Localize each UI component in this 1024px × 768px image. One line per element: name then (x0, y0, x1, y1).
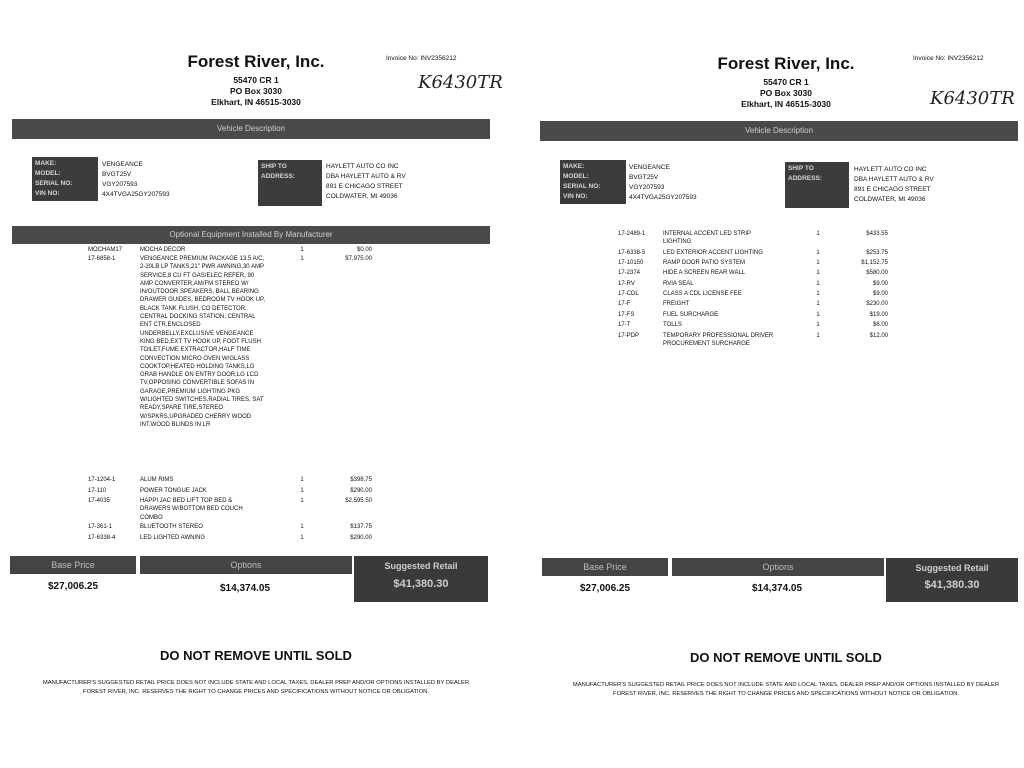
dealer-name: HAYLETT AUTO CO INC (854, 166, 927, 173)
table-row (88, 487, 372, 495)
option-description: TEMPORARY PROFESSIONAL DRIVER PROCUREMENT SURCHARGE (663, 333, 774, 348)
address-label: ADDRESS: (788, 175, 822, 182)
option-description: VENGEANCE PREMIUM PACKAGE 13.5 A/C, 2-20LB LP TANKS,21" PWR AWNING,30 AMP SERVICE,8 CU FT GAS/ELEC REFER, 90 AMP CONVERTER,AM/FM STEREO W/ IN/OUTDOOR SPEAKERS, BALL BEARING DRAWER GUIDES, BEDROOM TV HOOK UP, BLACK TANK FLUSH, CO DETECTOR, CENTRAL DOCKING STATION, CENTRAL ENT CTR,ENCLOSED UNDERBELLY,EXCLUSIVE VENGEANCE KING BED,EXT TV HOOK UP, FOOT FLUSH TOILET,FUME EXTRACTOR,HALF TIME CONVECTION MICRO OVEN W/GLASS COOKTOP,HEATED HOLDING TANKS,LG GRAB HANDLE ON ENTRY DOOR,LG LCD TV,OPPOSING CONVERTIBLE SOFAS IN GARAGE,PREMIUM LIGHTING PKG W/LIGHTED SWITCHES,RADIAL TIRES, SAT READY,SPARE TIRE,STEREO W/SPKRS,UPGRADED CHERRY WOOD INT,WOOD BLINDS IN LR (140, 256, 265, 428)
option-code: 17-6338-4 (88, 535, 116, 541)
address-line: PO Box 3030 (230, 86, 282, 96)
table-row (618, 230, 888, 247)
options-label: Options (672, 558, 884, 576)
option-qty: 1 (300, 498, 304, 504)
option-price: $6.00 (872, 322, 888, 328)
suggested-retail-box (354, 556, 488, 602)
invoice-number (386, 55, 456, 62)
option-price: $9.00 (872, 281, 888, 287)
option-description: FUEL SURCHARGE (663, 312, 719, 318)
option-description: MOCHA DECOR (140, 247, 186, 253)
base-price-amount: $27,006.25 (580, 583, 631, 594)
option-qty: 1 (300, 256, 304, 262)
table-row (88, 255, 372, 429)
handwritten-stock-number: K6430TR (930, 88, 1015, 109)
table-row (618, 321, 888, 329)
option-code: 17-2374 (618, 270, 641, 276)
invoice-value: INV2356212 (420, 55, 457, 62)
option-description: BLUETOOTH STEREO (140, 524, 203, 530)
option-description: HIDE A SCREEN REAR WALL (663, 270, 746, 276)
disclaimer-line: FOREST RIVER, INC. RESERVES THE RIGHT TO CHANGE PRICES AND SPECIFICATIONS WITHOUT NOTICE OR OBLIGATION. (83, 689, 429, 695)
option-code: 17-6858-1 (88, 256, 116, 262)
options-amount: $14,374.05 (752, 583, 803, 594)
vin-value: 4X4TVGA25GY207593 (102, 191, 170, 198)
ship-to-labels (258, 160, 322, 206)
option-qty: 1 (300, 524, 304, 530)
serial-value: VGY207593 (102, 181, 138, 188)
option-price: $7,975.00 (345, 256, 372, 262)
option-price: $2,595.50 (345, 498, 372, 504)
disclaimer-line: FOREST RIVER, INC. RESERVES THE RIGHT TO CHANGE PRICES AND SPECIFICATIONS WITHOUT NOTICE OR OBLIGATION. (613, 691, 959, 697)
option-qty: 1 (816, 322, 820, 328)
suggested-retail-label: Suggested Retail (915, 563, 989, 573)
model-label: MODEL: (563, 173, 589, 180)
address-line: 55470 CR 1 (763, 77, 809, 87)
table-row (618, 280, 888, 288)
option-qty: 1 (816, 250, 820, 256)
option-price: $137.75 (350, 524, 372, 530)
make-value: VENGEANCE (102, 161, 143, 168)
option-qty: 1 (816, 231, 820, 237)
serial-value: VGY207593 (629, 184, 665, 191)
disclaimer (0, 679, 512, 697)
ship-to-label: SHIP TO (261, 163, 287, 170)
dealer-city: COLDWATER, MI 49036 (326, 193, 398, 200)
vin-label: VIN NO: (35, 190, 60, 197)
vin-label: VIN NO: (563, 193, 588, 200)
option-qty: 1 (816, 270, 820, 276)
suggested-retail-amount: $41,380.30 (924, 579, 980, 591)
model-label: MODEL: (35, 170, 61, 177)
option-price: $580.00 (866, 270, 888, 276)
handwritten-stock-number: K6430TR (418, 72, 503, 93)
table-row (88, 476, 372, 484)
option-code: 17-110 (88, 488, 107, 494)
options-label: Options (140, 556, 352, 574)
invoice-number (913, 55, 983, 62)
vehicle-values (102, 160, 170, 200)
option-code: 17-2489-1 (618, 231, 646, 237)
vehicle-description-bar: Vehicle Description (540, 121, 1018, 141)
window-sticker-page-2 (530, 0, 1024, 768)
disclaimer (530, 681, 1024, 699)
option-code: MOCHAM17 (88, 247, 123, 253)
option-qty: 1 (300, 477, 304, 483)
table-row (88, 246, 372, 254)
vehicle-values (629, 163, 697, 203)
model-value: BVGT25V (629, 174, 659, 181)
disclaimer-line: MANUFACTURER'S SUGGESTED RETAIL PRICE DOES NOT INCLUDE STATE AND LOCAL TAXES, DEALER PREP AND/OR OPTIONS INSTALLED BY DEALER (572, 682, 1000, 688)
invoice-value: INV2356212 (947, 55, 984, 62)
option-price: $433.55 (866, 231, 888, 237)
table-row (618, 269, 888, 277)
options-amount: $14,374.05 (220, 583, 271, 594)
invoice-label: Invoice No: (913, 55, 946, 62)
address-line: Elkhart, IN 46515-3030 (211, 97, 301, 107)
dealer-city: COLDWATER, MI 49036 (854, 196, 926, 203)
option-code: 17-T (618, 322, 631, 328)
base-price-label: Base Price (542, 558, 668, 576)
ship-to-labels (785, 162, 849, 208)
option-qty: 1 (816, 281, 820, 287)
table-row (88, 523, 372, 531)
dealer-dba: DBA HAYLETT AUTO & RV (854, 176, 934, 183)
option-qty: 1 (816, 333, 820, 339)
option-description: CLASS A CDL LICENSE FEE (663, 291, 742, 297)
option-description: INTERNAL ACCENT LED STRIP LIGHTING (663, 231, 751, 246)
serial-label: SERIAL NO: (35, 180, 73, 187)
company-name: Forest River, Inc. (187, 52, 325, 71)
option-code: 17-4035 (88, 498, 111, 504)
option-description: POWER TONGUE JACK (140, 488, 207, 494)
option-description: RAMP DOOR PATIO SYSTEM (663, 260, 746, 266)
table-row (618, 300, 888, 308)
option-qty: 1 (816, 312, 820, 318)
ship-to-values (854, 165, 934, 205)
base-price-label: Base Price (10, 556, 136, 574)
option-code: 17-10150 (618, 260, 644, 266)
table-row (618, 311, 888, 319)
option-price: $253.75 (866, 250, 888, 256)
option-description: LED EXTERIOR ACCENT LIGHTING (663, 250, 763, 256)
serial-label: SERIAL NO: (563, 183, 601, 190)
dealer-street: 891 E CHICAGO STREET (854, 186, 931, 193)
option-description: HAPPI JAC BED LIFT TOP BED & DRAWERS W/BOTTOM BED COUCH COMBO (140, 498, 243, 521)
option-qty: 1 (816, 291, 820, 297)
option-description: TOLLS (663, 322, 682, 328)
option-code: 17-FS (618, 312, 635, 318)
table-row (618, 332, 888, 349)
table-row (88, 497, 372, 522)
address-line: PO Box 3030 (760, 88, 812, 98)
suggested-retail-amount: $41,380.30 (393, 578, 449, 590)
table-row (618, 290, 888, 298)
address-label: ADDRESS: (261, 173, 295, 180)
option-code: 17-CDL (618, 291, 639, 297)
option-code: 17-PDP (618, 333, 640, 339)
vin-value: 4X4TVGA25GY207593 (629, 194, 697, 201)
do-not-remove-notice: DO NOT REMOVE UNTIL SOLD (160, 648, 352, 663)
option-code: 17-361-1 (88, 524, 113, 530)
option-price: $1,152.75 (861, 260, 888, 266)
option-price: $12.00 (869, 333, 888, 339)
table-row (618, 259, 888, 267)
option-price: $230.00 (866, 301, 888, 307)
model-value: BVGT25V (102, 171, 132, 178)
address-line: Elkhart, IN 46515-3030 (741, 99, 831, 109)
suggested-retail-label: Suggested Retail (384, 561, 458, 571)
ship-to-label: SHIP TO (788, 165, 814, 172)
option-code: 17-RV (618, 281, 635, 287)
option-code: 17-1204-1 (88, 477, 116, 483)
base-price-amount: $27,006.25 (48, 581, 99, 592)
option-price: $290.00 (350, 535, 372, 541)
option-price: $0.00 (356, 247, 372, 253)
invoice-label: Invoice No: (386, 55, 419, 62)
option-code: 17-F (618, 301, 631, 307)
option-qty: 1 (300, 535, 304, 541)
option-description: ALUM RIMS (140, 477, 174, 483)
option-price: $9.00 (872, 291, 888, 297)
ship-to-values (326, 162, 406, 202)
suggested-retail-box (886, 558, 1018, 602)
option-price: $398.75 (350, 477, 372, 483)
option-qty: 1 (300, 247, 304, 253)
make-value: VENGEANCE (629, 164, 670, 171)
option-qty: 1 (816, 301, 820, 307)
option-qty: 1 (300, 488, 304, 494)
vehicle-description-bar: Vehicle Description (12, 119, 490, 139)
option-description: FREIGHT (663, 301, 690, 307)
option-price: $290.00 (350, 488, 372, 494)
option-qty: 1 (816, 260, 820, 266)
dealer-dba: DBA HAYLETT AUTO & RV (326, 173, 406, 180)
optional-equipment-bar: Optional Equipment Installed By Manufacturer (12, 226, 490, 244)
dealer-name: HAYLETT AUTO CO INC (326, 163, 399, 170)
option-description: LED LIGHTED AWNING (140, 535, 206, 541)
make-label: MAKE: (563, 163, 585, 170)
table-row (618, 249, 888, 257)
company-name: Forest River, Inc. (717, 54, 855, 73)
option-description: RVIA SEAL (663, 281, 694, 287)
do-not-remove-notice: DO NOT REMOVE UNTIL SOLD (690, 650, 882, 665)
option-price: $19.00 (869, 312, 888, 318)
table-row (88, 534, 372, 542)
dealer-street: 891 E CHICAGO STREET (326, 183, 403, 190)
disclaimer-line: MANUFACTURER'S SUGGESTED RETAIL PRICE DOES NOT INCLUDE STATE AND LOCAL TAXES, DEALER PREP AND/OR OPTIONS INSTALLED BY DEALER (42, 680, 470, 686)
option-code: 17-6338-5 (618, 250, 646, 256)
address-line: 55470 CR 1 (233, 75, 279, 85)
make-label: MAKE: (35, 160, 57, 167)
vehicle-labels (32, 157, 98, 201)
vehicle-labels (560, 160, 626, 204)
